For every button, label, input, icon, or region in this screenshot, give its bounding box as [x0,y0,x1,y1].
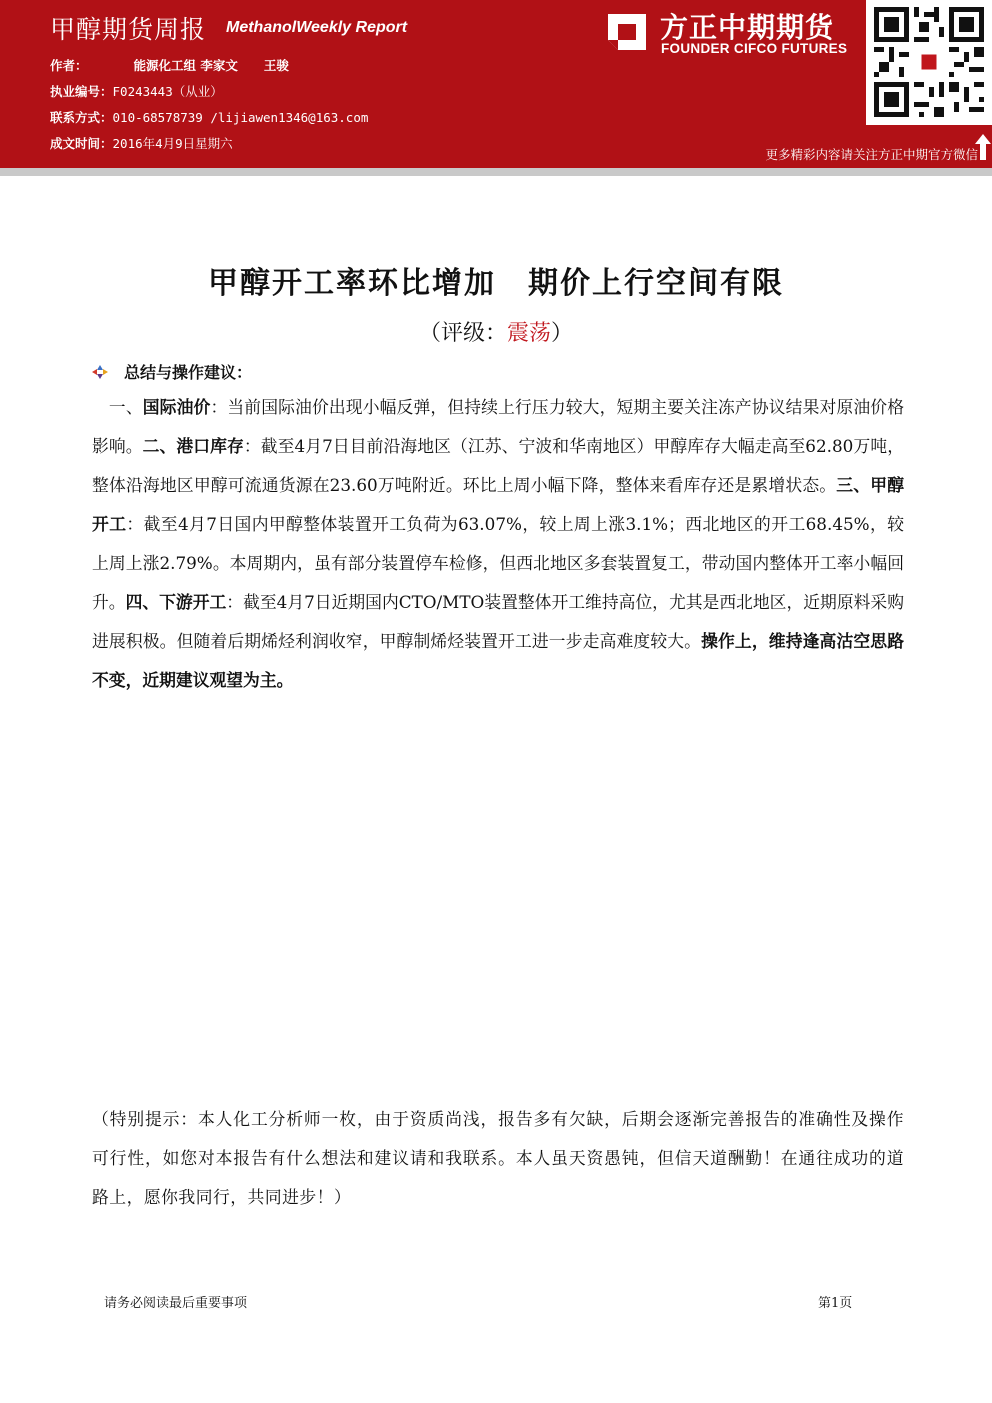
report-title: 甲醇期货周报 [50,15,207,44]
header-divider [0,168,992,176]
article-title: 甲醇开工率环比增加 期价上行空间有限 [208,266,784,301]
special-note: （特别提示：本人化工分析师一枚，由于资质尚浅，报告多有欠缺，后期会逐渐完善报告的准确性及操作可行性，如您对本报告有什么想法和建议请和我联系。本人虽天资愚钝，但信天道酬勤！在通往成功的道路上，愿你我同行，共同进步！） [92,1109,904,1207]
oil-price-heading: 国际油价 [142,397,211,417]
downstream-heading: 四、下游开工 [125,592,227,612]
oil-price-text: ：当前国际油价出现小幅反弹，但持续上行压力较大，短期主要关注冻产协议结果对原油价格影响。 [92,397,904,456]
rating-value: 震荡 [506,321,551,346]
founder-logo-icon [604,12,650,52]
downstream-text: ：截至4月7日近期国内CTO/MTO装置整体开工维持高位，尤其是西北地区，近期原料采购进展积极。但随着后期烯烃利润收窄，甲醇制烯烃装置开工进一步走高难度较大。 [92,592,904,651]
methanol-operation-text: ：截至4月7日国内甲醇整体装置开工负荷为63.07%，较上周上涨3.1%；西北地区的开工68.45%，较上周上涨2.79%。本周期内，虽有部分装置停车检修，但西北地区多套装置复工，带动国内整体开工率小幅回升。 [92,514,904,612]
operation-advice: 操作上，维持逢高沽空思路不变，近期建议观望为主。 [92,631,904,690]
bullet-icon [92,365,108,379]
brand-name: 方正中期期货 [660,11,835,44]
qr-code [866,0,992,125]
author-group: 能源化工组 李家文 [133,58,238,73]
author-label: 作者： [50,58,88,73]
page-number: 第1页 [818,1296,853,1311]
rating-prefix: （评级： [418,321,507,346]
p-lead: 一、 [92,397,143,417]
date-value: 2016年4月9日星期六 [112,136,233,151]
report-title-en: MethanolWeekly Report [226,19,408,36]
author-row [50,56,289,74]
license-row [50,82,223,100]
arrow-up-icon [974,132,992,162]
license-label: 执业编号： [50,84,113,99]
brand-name-en: FOUNDER CIFCO FUTURES [661,41,848,56]
footer-disclaimer: 请务必阅读最后重要事项 [104,1296,248,1311]
port-inventory-text: ：截至4月7日目前沿海地区（江苏、宁波和华南地区）甲醇库存大幅走高至62.80万吨，整体沿海地区甲醇可流通货源在23.60万吨附近。环比上周小幅下降，整体来看库存还是累增状态。 [92,436,904,495]
follow-note: 更多精彩内容请关注方正中期官方微信 [765,147,978,162]
qr-code-icon [874,6,984,118]
contact-label: 联系方式： [50,110,113,125]
date-label: 成文时间： [50,136,113,151]
port-inventory-heading: 二、港口库存 [142,436,244,456]
rating-suffix: ） [551,321,574,346]
contact-row [50,108,368,126]
rating-line [0,316,992,347]
summary-paragraph [92,388,904,700]
license-value: F0243443（从业） [112,84,223,99]
methanol-operation-heading: 三、甲醇开工 [92,475,904,534]
date-row [50,134,233,152]
summary-heading-text: 总结与操作建议： [124,363,253,382]
author-2: 王骏 [263,58,289,73]
contact-value: 010-68578739 /lijiawen1346@163.com [112,110,369,125]
summary-heading [92,360,252,383]
